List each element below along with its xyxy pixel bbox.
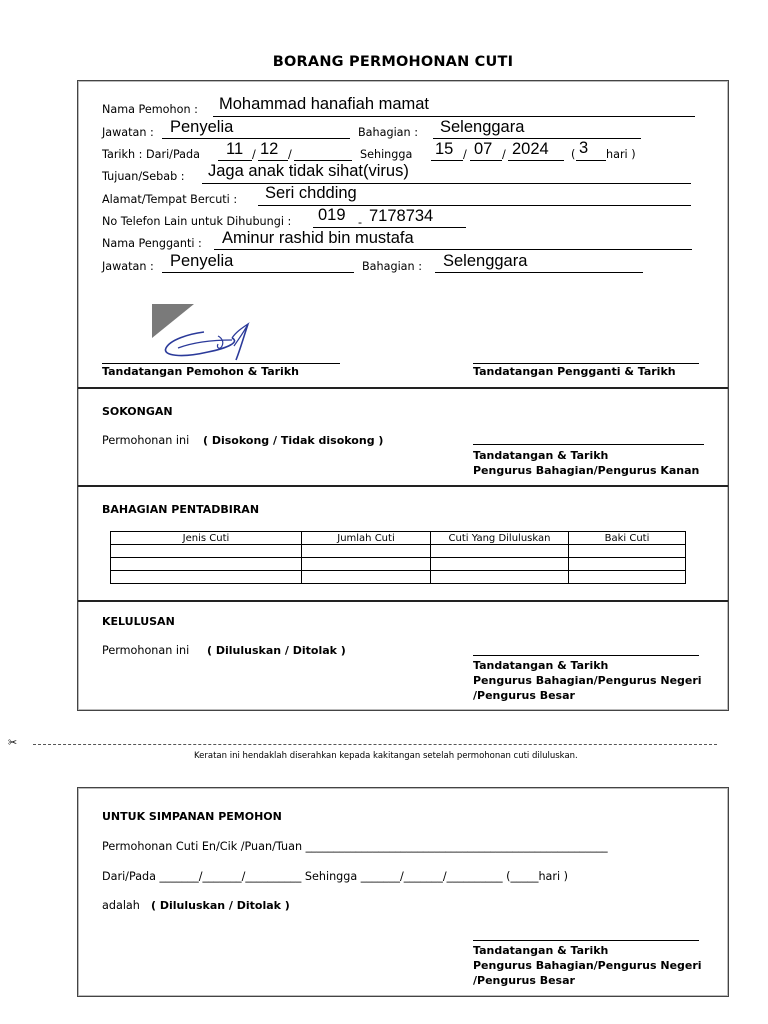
record-line3-options: ( Diluluskan / Ditolak ) [151, 899, 290, 912]
support-heading: SOKONGAN [102, 405, 173, 418]
table-cell[interactable] [569, 571, 686, 584]
address-label: Alamat/Tempat Bercuti : [102, 193, 238, 206]
table-header: Jenis Cuti [111, 532, 302, 545]
table-cell[interactable] [431, 545, 569, 558]
approval-sig-line2: Pengurus Bahagian/Pengurus Negeri [473, 674, 702, 687]
record-line2: Dari/Pada _______/_______/__________ Sehingga _______/_______/__________ (_____hari ) [102, 870, 569, 883]
scissors-icon: ✂ [8, 736, 18, 749]
support-sig-line2: Pengurus Bahagian/Pengurus Kanan [473, 464, 700, 477]
approval-sig-line1: Tandatangan & Tarikh [473, 659, 609, 672]
to-year-field[interactable]: 2024 [512, 140, 549, 158]
replacement-division-label: Bahagian : [362, 260, 422, 273]
phone-number-field[interactable]: 7178734 [369, 207, 434, 225]
date-label: Tarikh : Dari/Pada [102, 148, 200, 161]
phone-line [313, 227, 466, 228]
record-heading: UNTUK SIMPANAN PEMOHON [102, 810, 282, 823]
sig-applicant-label: Tandatangan Pemohon & Tarikh [102, 365, 299, 378]
divider [78, 600, 728, 602]
to-month-line [470, 160, 502, 161]
replacement-position-line [162, 272, 354, 273]
table-header: Jumlah Cuti [302, 532, 431, 545]
table-cell[interactable] [569, 558, 686, 571]
record-line1: Permohonan Cuti En/Cik /Puan/Tuan ______________________________________________________ [102, 840, 608, 853]
name-line [213, 116, 695, 117]
date-separator: / [252, 148, 256, 161]
table-row [111, 558, 686, 571]
phone-label: No Telefon Lain untuk Dihubungi : [102, 215, 292, 228]
to-day-line [431, 160, 463, 161]
leave-balance-table [110, 531, 686, 584]
date-separator: / [288, 148, 292, 161]
table-row [111, 545, 686, 558]
to-year-line [508, 160, 564, 161]
name-label: Nama Pemohon : [102, 103, 198, 116]
support-sig-line1: Tandatangan & Tarikh [473, 449, 609, 462]
replacement-field[interactable]: Aminur rashid bin mustafa [222, 229, 414, 247]
date-separator: / [502, 148, 506, 161]
record-line3-prefix: adalah [102, 899, 140, 912]
from-day-field[interactable]: 11 [226, 140, 244, 158]
table-cell[interactable] [431, 571, 569, 584]
division-field[interactable]: Selenggara [440, 118, 525, 136]
support-text: Permohonan ini [102, 434, 190, 447]
replacement-division-field[interactable]: Selenggara [443, 252, 528, 270]
table-header: Cuti Yang Diluluskan [431, 532, 569, 545]
name-field[interactable]: Mohammad hanafiah mamat [219, 95, 430, 113]
approval-text: Permohonan ini [102, 644, 190, 657]
position-line [162, 138, 350, 139]
phone-separator: - [358, 216, 363, 229]
approval-options: ( Diluluskan / Ditolak ) [207, 644, 346, 657]
position-label: Jawatan : [102, 126, 154, 139]
sig-replacement-line [473, 363, 699, 364]
sig-applicant-line [102, 363, 340, 364]
approval-sig-line3: /Pengurus Besar [473, 689, 575, 702]
reason-label: Tujuan/Sebab : [102, 170, 185, 183]
from-day-line [218, 160, 252, 161]
support-sig-line [473, 444, 704, 445]
record-sig-line1: Tandatangan & Tarikh [473, 944, 609, 957]
replacement-position-label: Jawatan : [102, 260, 154, 273]
replacement-label: Nama Pengganti : [102, 237, 202, 250]
approval-sig-line [473, 655, 699, 656]
cut-note: Keratan ini hendaklah diserahkan kepada kakitangan setelah permohonan cuti diluluskan. [194, 751, 578, 761]
table-cell[interactable] [569, 545, 686, 558]
form-title: BORANG PERMOHONAN CUTI [272, 54, 514, 70]
from-month-field[interactable]: 12 [260, 140, 279, 158]
table-cell[interactable] [302, 545, 431, 558]
table-cell[interactable] [431, 558, 569, 571]
admin-heading: BAHAGIAN PENTADBIRAN [102, 503, 260, 516]
address-field[interactable]: Seri chdding [265, 184, 357, 202]
days-line [576, 160, 606, 161]
cut-line [33, 744, 717, 745]
reason-field[interactable]: Jaga anak tidak sihat(virus) [208, 162, 409, 180]
record-sig-line3: /Pengurus Besar [473, 974, 575, 987]
record-sig-line2: Pengurus Bahagian/Pengurus Negeri [473, 959, 702, 972]
table-cell[interactable] [302, 571, 431, 584]
division-line [433, 138, 641, 139]
to-day-field[interactable]: 15 [435, 140, 454, 158]
table-header: Baki Cuti [569, 532, 686, 545]
days-label: hari ) [606, 148, 636, 161]
divider [78, 387, 728, 389]
paren-open: ( [571, 148, 576, 161]
from-year-line [294, 160, 352, 161]
date-separator: / [463, 148, 467, 161]
sig-replacement-label: Tandatangan Pengganti & Tarikh [473, 365, 676, 378]
divider [78, 485, 728, 487]
days-field[interactable]: 3 [579, 139, 589, 157]
until-label: Sehingga [360, 148, 413, 161]
from-month-line [258, 160, 288, 161]
table-cell[interactable] [302, 558, 431, 571]
table-cell[interactable] [111, 545, 302, 558]
table-cell[interactable] [111, 558, 302, 571]
replacement-division-line [435, 272, 643, 273]
record-sig-line [473, 940, 699, 941]
to-month-field[interactable]: 07 [474, 140, 493, 158]
division-label: Bahagian : [358, 126, 418, 139]
table-row [111, 571, 686, 584]
position-field[interactable]: Penyelia [170, 118, 234, 136]
applicant-signature-image [148, 302, 258, 364]
phone-prefix-field[interactable]: 019 [318, 206, 346, 224]
replacement-line [214, 249, 692, 250]
support-options: ( Disokong / Tidak disokong ) [203, 434, 384, 447]
table-cell[interactable] [111, 571, 302, 584]
replacement-position-field[interactable]: Penyelia [170, 252, 234, 270]
approval-heading: KELULUSAN [102, 615, 175, 628]
